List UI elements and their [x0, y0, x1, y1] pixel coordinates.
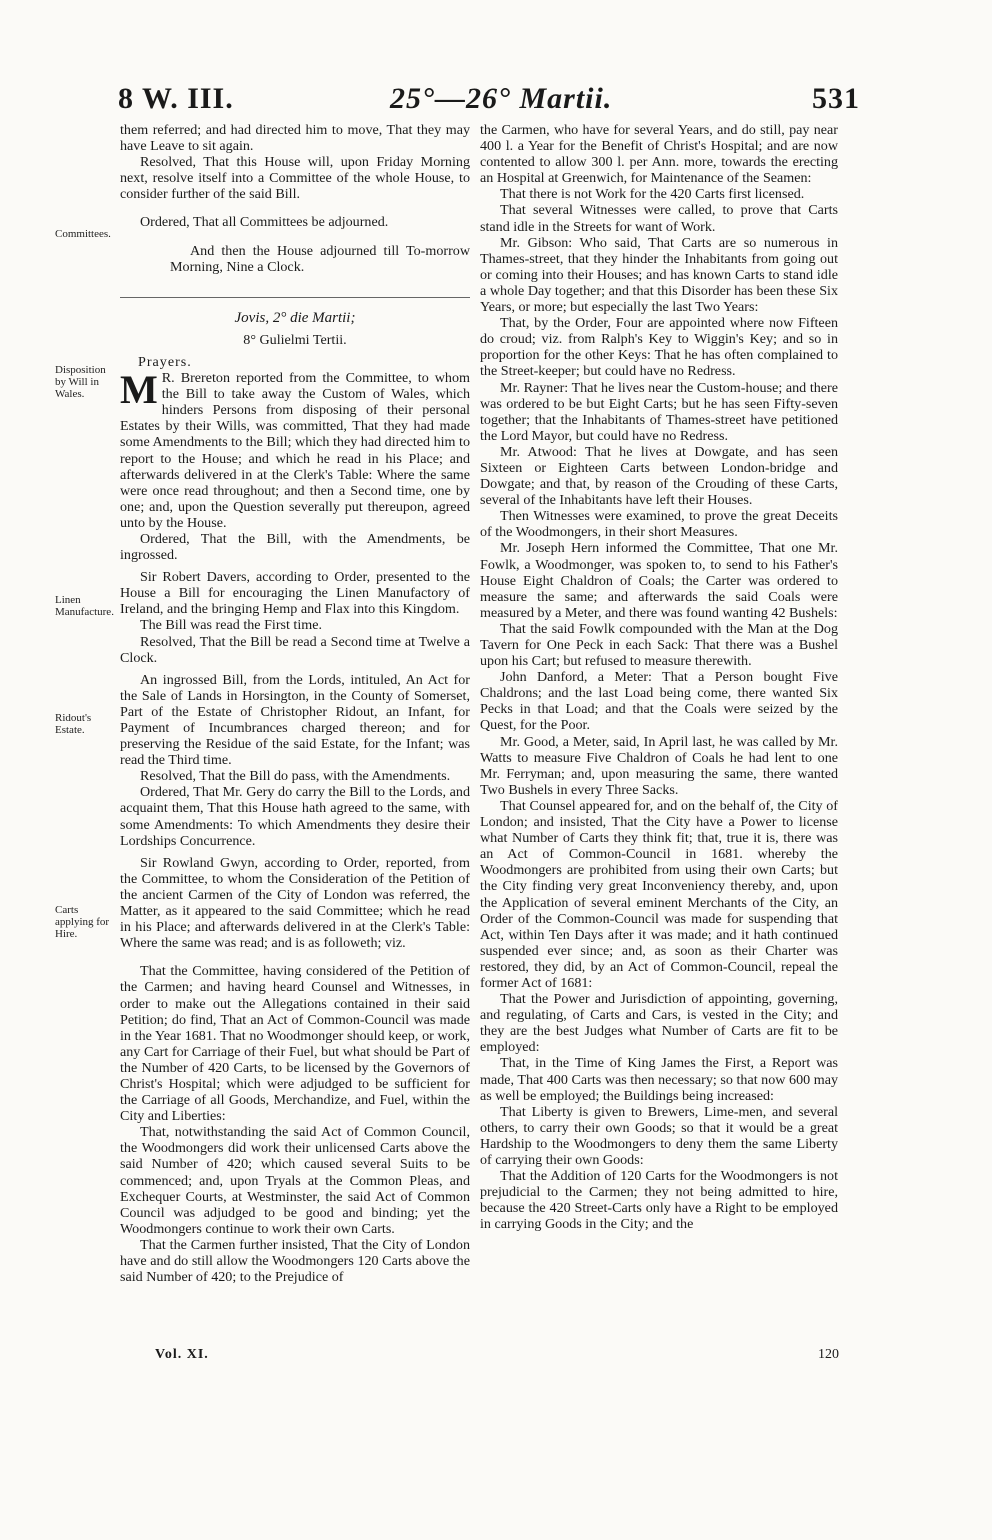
section-rule [120, 297, 470, 298]
right-column [480, 122, 838, 1232]
prayers-heading: Prayers. [138, 353, 192, 370]
catchword: 120 [818, 1347, 839, 1362]
paragraph: Ordered, That the Bill, with the Amendments, be ingrossed. [120, 530, 470, 564]
paragraph: That, by the Order, Four are appointed where now Fifteen do croud; viz. from Ralph's Key to Wiggin's Key; and so in proportion for the other Keys: That he has often complained to the Street-keeper; but could have no Redress. [480, 315, 838, 380]
paragraph: That the said Fowlk compounded with the Man at the Dog Tavern for One Peck in each Sack: That there was a Bushel upon his Cart; but refused to measure therewith. [480, 620, 838, 670]
paragraph: Resolved, That the Bill be read a Second time at Twelve a Clock. [120, 633, 470, 666]
paragraph: That the Committee, having considered of the Petition of the Carmen; and having heard Counsel and Witnesses, in order to make out the Allegations contained in their said Petition; do find, That an Act of Common-Council was made in the Year 1681. That no Woodmonger should keep, or work, any Cart for Carriage of their Fuel, but what should be Part of the Number of 420 Carts, to be licensed by the Governors of Christ's Hospital; which were adjudged to be sufficient for the Carriage of all Goods, Merchandize, and Fuel, within the City and Liberties: [120, 963, 470, 1125]
paragraph: That Counsel appeared for, and on the behalf of, the City of London; and insisted, That the City have a Power to license what Number of Carts they think fit; that, true it is, there was an Act of Common-Council in 1681. whereby the Woodmongers are prohibited from using their own Carts; but the City finding very great Inconveniency thereby, and, upon the Application of several eminent Merchants of the City, an Order of the Common-Council was made for suspending that Act, within Ten Days after it was made; and it hath continued suspended ever since; and, as soon as their Charter was restored, they did, by an Act of Common-Council, repeal the former Act of 1681: [480, 797, 838, 991]
paragraph: An ingrossed Bill, from the Lords, intituled, An Act for the Sale of Lands in Horsington, in the County of Somerset, Part of the Estate of Christopher Ridout, an Infant, for Payment of Incumbrances charged thereon; and for preserving the Residue of the said Estate, for the Infant; was read the Third time. [120, 671, 470, 769]
paragraph: them referred; and had directed him to move, That they may have Leave to sit again. [120, 122, 470, 155]
paragraph: Mr. Rayner: That he lives near the Custom-house; and there was ordered to be but Eight Carts; but he has seen Fifty-seven together; that the Inhabitants of Thames-street have petitioned the Lord Mayor, but could have no Redress. [480, 379, 838, 444]
paragraph: That there is not Work for the 420 Carts first licensed. [500, 186, 805, 203]
paragraph-text: R. Brereton reported from the Committee, to whom the Bill to take away the Custom of Wales, which hinders Persons from disposing of their personal Estates by their Wills, was committed, That they had made some Amendments to the Bill; which they had directed him to report to the House; and which he read in his Place; and afterwards delivered in at the Clerk's Table: Where the same were once read throughout; and then a Second time, one by one; and, upon the Question severally put thereupon, agreed unto by the House. [120, 370, 470, 531]
paragraph: And then the House adjourned till To-morrow Morning, Nine a Clock. [170, 242, 470, 275]
paragraph: That Liberty is given to Brewers, Lime-men, and several others, to carry their own Goods; so that it would be a great Hardship to the Woodmongers to deny them the same Liberty of carrying their own Goods: [480, 1103, 838, 1168]
paragraph: Sir Robert Davers, according to Order, presented to the House a Bill for encouraging the Linen Manufactory of Ireland, and the bringing Hemp and Flax into this Kingdom. [120, 569, 470, 618]
paragraph: Mr. Atwood: That he lives at Dowgate, and has seen Sixteen or Eighteen Carts between London-bridge and Dowgate; and that, by reason of the Crouding of these Carts, several of the Inhabitants have left their Houses. [480, 443, 838, 509]
margin-note-disposition: Disposition by Will in Wales. [55, 364, 106, 400]
paragraph: That the Carmen further insisted, That the City of London have and do still allow the Woodmongers 120 Carts above the said Number of 420; to the Prejudice of [120, 1236, 470, 1286]
paragraph: Ordered, That Mr. Gery do carry the Bill to the Lords, and acquaint them, That this House hath agreed to the same, with some Amendments: To which Amendments they desire their Lordships Concurrence. [120, 784, 470, 849]
running-head-regnal-year: 8 W. III. [118, 82, 234, 115]
paragraph: The Bill was read the First time. [140, 617, 323, 634]
paragraph: Resolved, That the Bill do pass, with the Amendments. [140, 768, 451, 785]
paragraph: Mr. Good, a Meter, said, In April last, he was called by Mr. Watts to measure Five Chaldron of Coals he had lent to one Mr. Ferryman; and, upon measuring the same, there wanted Two Bushels in every Three Sacks. [480, 733, 838, 798]
margin-note-committees: Committees. [55, 228, 111, 240]
paragraph: That several Witnesses were called, to prove that Carts stand idle in the Streets for want of Work. [480, 202, 838, 235]
paragraph: That, notwithstanding the said Act of Common Council, the Woodmongers did work their unlicensed Carts above the said Number of 420; which caused several Suits to be commenced; and, upon Tryals at the Common Pleas, and Exchequer Courts, at Westminster, the said Act of Common Council was adjudged to be good and binding; yet the Woodmongers continue to work their own Carts. [120, 1124, 470, 1237]
margin-note-carts: Carts applying for Hire. [55, 904, 110, 940]
left-column [120, 122, 470, 1285]
paragraph: John Danford, a Meter: That a Person bought Five Chaldrons; and the last Load being come, there wanted Six Pecks in that Load; and that the Coals were seized by the Quest, for the Poor. [480, 669, 838, 734]
page-number: 531 [812, 82, 860, 115]
paragraph: That the Power and Jurisdiction of appointing, governing, and regulating, of Carts and Cars, is vested in the City; and they are the best Judges what Number of Carts are fit to be employed: [480, 991, 838, 1056]
paragraph: the Carmen, who have for several Years, and do still, pay near 400 l. a Year for the Benefit of Christ's Hospital; and are now contented to allow 300 l. per Ann. more, towards the erecting an Hospital at Greenwich, for Maintenance of the Seamen: [480, 122, 838, 187]
paragraph: Sir Rowland Gwyn, according to Order, reported, from the Committee, to whom the Consideration of the Petition of the ancient Carmen of the City of London was referred, the Matter, as it appeared to the said Committee; which he read in his Place; and afterwards delivered in at the Clerk's Table: Where the same was read; and is as followeth; viz. [120, 854, 470, 952]
regnal-year: 8° Gulielmi Tertii. [243, 331, 347, 348]
volume-signature: Vol. XI. [155, 1347, 209, 1362]
running-head-date: 25°—26° Martii. [390, 82, 613, 115]
drop-cap: M [120, 367, 158, 413]
paragraph: Ordered, That all Committees be adjourned. [140, 214, 389, 231]
paragraph: Resolved, That this House will, upon Friday Morning next, resolve itself into a Committee of the whole House, to consider further of the said Bill. [120, 154, 470, 203]
paragraph: That, in the Time of King James the First, a Report was made, That 400 Carts was then necessary; so that now 600 may as well be employed; the Buildings being increased: [480, 1055, 838, 1104]
paragraph: Mr. Joseph Hern informed the Committee, That one Mr. Fowlk, a Woodmonger, was spoken to, to send to his Father's House Eight Chaldron of Coals; the Carter was ordered to measure the same; and afterwards the said Coals were measured by a Meter, and there was found wanting 42 Bushels: [480, 540, 838, 621]
paragraph: That the Addition of 120 Carts for the Woodmongers is not prejudicial to the Carmen; they not being admitted to hire, because the 420 Street-Carts only have a Right to be employed in carrying Goods in the City; and the [480, 1168, 838, 1233]
paragraph [120, 367, 470, 531]
paragraph: Then Witnesses were examined, to prove the great Deceits of the Woodmongers, in their short Measures. [480, 508, 838, 541]
margin-note-linen: Linen Manufacture. [55, 594, 114, 618]
sitting-date: Jovis, 2° die Martii; [234, 309, 356, 326]
margin-note-ridout: Ridout's Estate. [55, 712, 92, 736]
paragraph: Mr. Gibson: Who said, That Carts are so numerous in Thames-street, that they hinder the Inhabitants from going out or coming into their Houses; and has known Carts to stand idle a whole Day together; and that this Disorder has been these Six Years, or more; but especially the last Two Years: [480, 234, 838, 316]
